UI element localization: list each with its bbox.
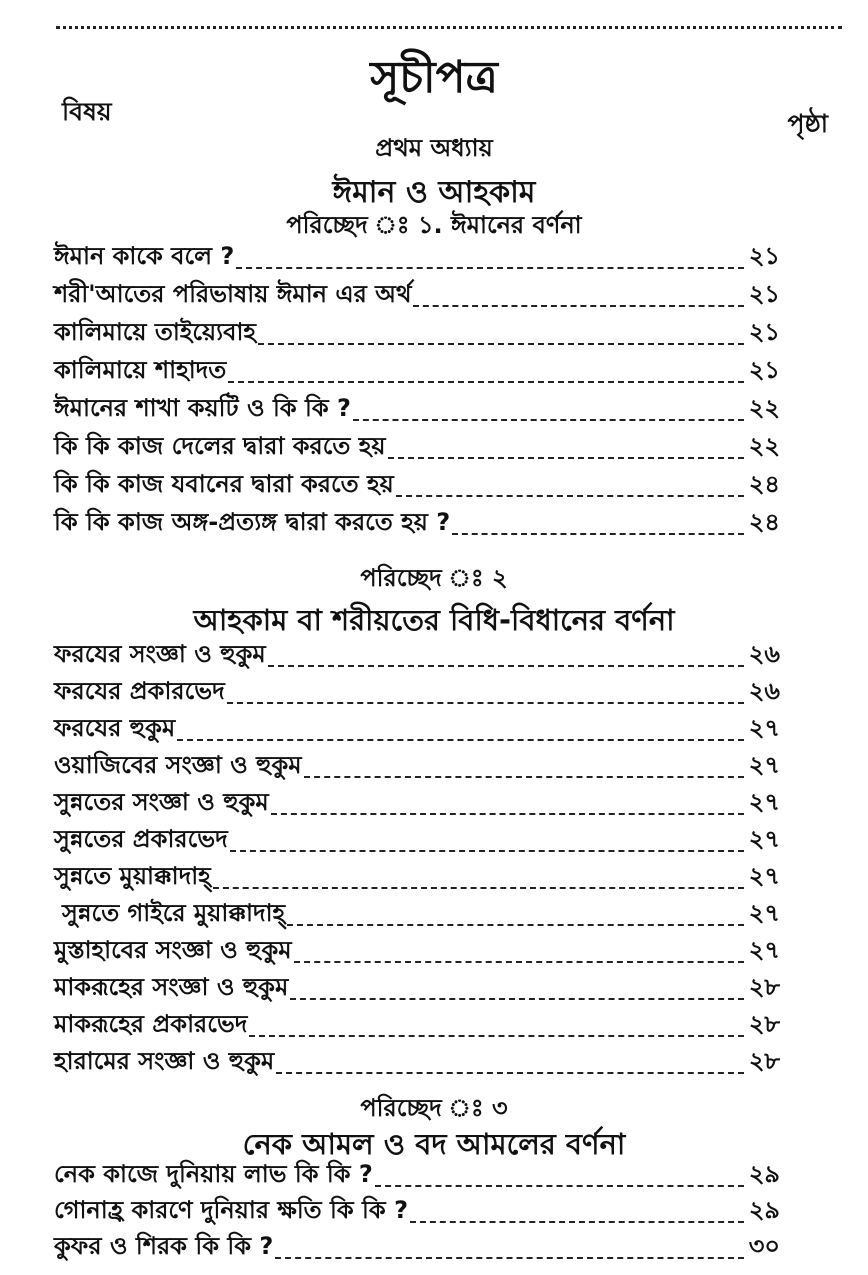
toc-entry (54, 788, 780, 824)
leader-dashes (275, 1257, 744, 1259)
toc-entry-page: ২১ (748, 356, 780, 384)
toc-entry-text: কি কি কাজ অঙ্গ-প্রত্যঙ্গ দ্বারা করতে হয় ? (54, 508, 451, 536)
toc-entry (54, 1010, 780, 1046)
leader-dashes (304, 776, 744, 778)
toc-entry (54, 862, 780, 898)
leader-dashes (213, 887, 744, 889)
toc-entry-text: ফরযের হুকুম (54, 714, 176, 742)
chapter-heading: প্রথম অধ্যায় (375, 134, 493, 162)
leader-dashes (177, 739, 744, 741)
toc-entry (54, 640, 780, 676)
toc-entry-page: ২৭ (748, 714, 780, 742)
toc-entry-page: ২৭ (748, 825, 780, 853)
leader-dashes (249, 1035, 744, 1037)
dotted-top-rule (56, 26, 842, 29)
leader-dashes (228, 381, 744, 383)
section-heading-1: পরিচ্ছেদ ঃ ১. ঈমানের বর্ণনা (286, 211, 582, 239)
section-heading-2: পরিচ্ছেদ ঃ ২ (360, 564, 508, 592)
toc-entry-text: কালিমায়ে তাইয়্যেবাহ (54, 318, 257, 346)
toc-entry-text: হারামের সংজ্ঞা ও হুকুম (54, 1047, 275, 1075)
toc-entry-text: সুন্নতের সংজ্ঞা ও হুকুম (54, 788, 269, 816)
leader-dashes (410, 1221, 744, 1223)
toc-entry (54, 973, 780, 1009)
toc-entry (54, 825, 780, 861)
toc-entry (54, 394, 780, 430)
toc-entry (54, 280, 780, 316)
leader-dashes (294, 961, 744, 963)
toc-entry-page: ২৮ (748, 1047, 780, 1075)
toc-entry-text: সুন্নতের প্রকারভেদ (54, 825, 228, 853)
leader-dashes (227, 702, 744, 704)
toc-entry-text: ফরযের প্রকারভেদ (54, 677, 225, 705)
toc-entry-page: ২১ (748, 242, 780, 270)
toc-entry-text: গোনাহ্র কারণে দুনিয়ার ক্ষতি কি কি ? (54, 1196, 408, 1224)
toc-entry-page: ৩০ (748, 1232, 780, 1260)
toc-entry (54, 1232, 780, 1268)
section-title-3: নেক আমল ও বদ আমলের বর্ণনা (242, 1127, 626, 1161)
toc-entry-text: ফরযের সংজ্ঞা ও হুকুম (54, 640, 266, 668)
toc-entry-text: ঈমানের শাখা কয়টি ও কি কি ? (54, 394, 351, 422)
leader-dashes (258, 343, 744, 345)
toc-entry-text: কালিমায়ে শাহাদত (54, 356, 227, 384)
toc-entry (54, 936, 780, 972)
toc-entry (54, 1160, 780, 1196)
toc-entry-page: ২৯ (748, 1160, 780, 1188)
section-title-2: আহকাম বা শরীয়তের বিধি-বিধানের বর্ণনা (193, 603, 675, 637)
toc-entry (54, 1047, 780, 1083)
toc-entry (54, 508, 780, 544)
leader-dashes (236, 267, 744, 269)
toc-entry (54, 714, 780, 750)
leader-dashes (413, 305, 744, 307)
toc-entry (54, 677, 780, 713)
toc-entry (54, 432, 780, 468)
leader-dashes (230, 850, 744, 852)
toc-entry-page: ২৮ (748, 1010, 780, 1038)
toc-entry-text: নেক কাজে দুনিয়ায় লাভ কি কি ? (54, 1160, 373, 1188)
toc-entry-text: কি কি কাজ দেলের দ্বারা করতে হয় (54, 432, 386, 460)
toc-entry-page: ২৮ (748, 973, 780, 1001)
leader-dashes (287, 924, 744, 926)
toc-entry-text: মুস্তাহাবের সংজ্ঞা ও হুকুম (54, 936, 292, 964)
toc-entry (54, 242, 780, 278)
toc-entry (54, 318, 780, 354)
part-title: ঈমান ও আহকাম (332, 175, 536, 210)
section-heading-3: পরিচ্ছেদ ঃ ৩ (360, 1094, 508, 1122)
toc-entry-page: ২৭ (748, 899, 780, 927)
toc-entry-text: কুফর ও শিরক কি কি ? (54, 1232, 274, 1260)
toc-entry-page: ২২ (748, 394, 780, 422)
subject-column-label: বিষয় (62, 97, 112, 126)
leader-dashes (276, 1072, 744, 1074)
toc-entry-text: কি কি কাজ যবানের দ্বারা করতে হয় (54, 470, 394, 498)
toc-entry (54, 470, 780, 506)
toc-entry-text: শরী'আতের পরিভাষায় ঈমান এর অর্থ (54, 280, 412, 308)
toc-entry-page: ২৭ (748, 862, 780, 890)
toc-entry-text: সুন্নতে মুয়াক্কাদাহ্ (54, 862, 211, 890)
toc-entry-page: ২১ (748, 280, 780, 308)
toc-entry-text: মাকরূহের সংজ্ঞা ও হুকুম (54, 973, 289, 1001)
toc-entry-page: ২৪ (748, 508, 780, 536)
toc-entry-page: ২৭ (748, 936, 780, 964)
toc-entry-page: ২১ (748, 318, 780, 346)
toc-entry-text: ঈমান কাকে বলে ? (54, 242, 235, 270)
toc-entry-text: মাকরূহের প্রকারভেদ (54, 1010, 248, 1038)
leader-dashes (353, 419, 744, 421)
toc-entry-page: ২৭ (748, 751, 780, 779)
leader-dashes (375, 1185, 744, 1187)
leader-dashes (452, 533, 744, 535)
toc-entry (54, 1196, 780, 1232)
toc-entry-page: ২২ (748, 432, 780, 460)
toc-entry (62, 899, 780, 935)
toc-entry-page: ২৯ (748, 1196, 780, 1224)
page-column-label: পৃষ্ঠা (787, 109, 828, 138)
toc-entry-page: ২৬ (748, 677, 780, 705)
toc-entry-page: ২৬ (748, 640, 780, 668)
leader-dashes (290, 998, 744, 1000)
toc-entry-text: ওয়াজিবের সংজ্ঞা ও হুকুম (54, 751, 302, 779)
toc-entry (54, 356, 780, 392)
toc-entry-page: ২৭ (748, 788, 780, 816)
leader-dashes (271, 813, 744, 815)
page-title: সূচীপত্র (370, 52, 498, 103)
toc-entry-text: সুন্নতে গাইরে মুয়াক্কাদাহ্ (62, 899, 286, 927)
leader-dashes (396, 495, 744, 497)
leader-dashes (268, 665, 744, 667)
toc-entry (54, 751, 780, 787)
toc-entry-page: ২৪ (748, 470, 780, 498)
leader-dashes (388, 457, 744, 459)
